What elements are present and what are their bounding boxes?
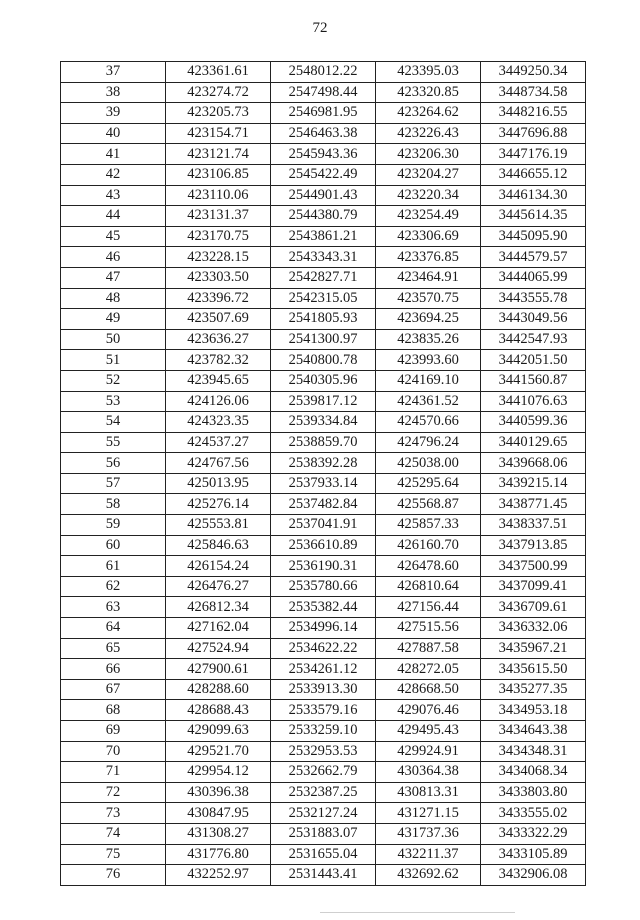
y1-cell: 2544901.43 bbox=[271, 185, 376, 206]
y2-cell: 3444579.57 bbox=[481, 247, 586, 268]
table-row bbox=[61, 556, 586, 577]
table-row bbox=[61, 803, 586, 824]
point-number-cell: 63 bbox=[61, 597, 166, 618]
y1-cell: 2546981.95 bbox=[271, 103, 376, 124]
coordinate-table bbox=[60, 61, 586, 886]
table-row bbox=[61, 618, 586, 639]
y2-cell: 3444065.99 bbox=[481, 267, 586, 288]
point-number-cell: 69 bbox=[61, 721, 166, 742]
point-number-cell: 74 bbox=[61, 823, 166, 844]
y2-cell: 3437500.99 bbox=[481, 556, 586, 577]
x2-cell: 423206.30 bbox=[376, 144, 481, 165]
y1-cell: 2532387.25 bbox=[271, 782, 376, 803]
table-row bbox=[61, 62, 586, 83]
y1-cell: 2534996.14 bbox=[271, 618, 376, 639]
point-number-cell: 62 bbox=[61, 576, 166, 597]
point-number-cell: 51 bbox=[61, 350, 166, 371]
x1-cell: 432252.97 bbox=[166, 865, 271, 886]
point-number-cell: 76 bbox=[61, 865, 166, 886]
point-number-cell: 70 bbox=[61, 741, 166, 762]
table-row bbox=[61, 453, 586, 474]
y2-cell: 3445095.90 bbox=[481, 226, 586, 247]
x1-cell: 425846.63 bbox=[166, 535, 271, 556]
x2-cell: 430813.31 bbox=[376, 782, 481, 803]
y2-cell: 3433803.80 bbox=[481, 782, 586, 803]
y2-cell: 3443049.56 bbox=[481, 309, 586, 330]
y1-cell: 2538392.28 bbox=[271, 453, 376, 474]
x2-cell: 427156.44 bbox=[376, 597, 481, 618]
table-row bbox=[61, 679, 586, 700]
y1-cell: 2539817.12 bbox=[271, 391, 376, 412]
x2-cell: 424361.52 bbox=[376, 391, 481, 412]
x1-cell: 423303.50 bbox=[166, 267, 271, 288]
point-number-cell: 42 bbox=[61, 164, 166, 185]
x1-cell: 428688.43 bbox=[166, 700, 271, 721]
table-row bbox=[61, 391, 586, 412]
y2-cell: 3441560.87 bbox=[481, 370, 586, 391]
y1-cell: 2532953.53 bbox=[271, 741, 376, 762]
y2-cell: 3441076.63 bbox=[481, 391, 586, 412]
x2-cell: 432692.62 bbox=[376, 865, 481, 886]
point-number-cell: 45 bbox=[61, 226, 166, 247]
table-row bbox=[61, 350, 586, 371]
y2-cell: 3434953.18 bbox=[481, 700, 586, 721]
x1-cell: 426812.34 bbox=[166, 597, 271, 618]
y1-cell: 2542827.71 bbox=[271, 267, 376, 288]
point-number-cell: 75 bbox=[61, 844, 166, 865]
point-number-cell: 60 bbox=[61, 535, 166, 556]
table-row bbox=[61, 247, 586, 268]
y2-cell: 3440129.65 bbox=[481, 432, 586, 453]
x1-cell: 425553.81 bbox=[166, 515, 271, 536]
table-row bbox=[61, 535, 586, 556]
y1-cell: 2540305.96 bbox=[271, 370, 376, 391]
y1-cell: 2532127.24 bbox=[271, 803, 376, 824]
x2-cell: 423204.27 bbox=[376, 164, 481, 185]
table-row bbox=[61, 185, 586, 206]
x2-cell: 428272.05 bbox=[376, 659, 481, 680]
y1-cell: 2538859.70 bbox=[271, 432, 376, 453]
x2-cell: 423306.69 bbox=[376, 226, 481, 247]
point-number-cell: 39 bbox=[61, 103, 166, 124]
y1-cell: 2537041.91 bbox=[271, 515, 376, 536]
point-number-cell: 73 bbox=[61, 803, 166, 824]
point-number-cell: 49 bbox=[61, 309, 166, 330]
table-row bbox=[61, 659, 586, 680]
point-number-cell: 65 bbox=[61, 638, 166, 659]
x2-cell: 423220.34 bbox=[376, 185, 481, 206]
table-row bbox=[61, 597, 586, 618]
point-number-cell: 61 bbox=[61, 556, 166, 577]
table-row bbox=[61, 576, 586, 597]
x1-cell: 423228.15 bbox=[166, 247, 271, 268]
x1-cell: 423170.75 bbox=[166, 226, 271, 247]
x2-cell: 430364.38 bbox=[376, 762, 481, 783]
y2-cell: 3440599.36 bbox=[481, 412, 586, 433]
point-number-cell: 59 bbox=[61, 515, 166, 536]
x1-cell: 427900.61 bbox=[166, 659, 271, 680]
y2-cell: 3446655.12 bbox=[481, 164, 586, 185]
x1-cell: 427524.94 bbox=[166, 638, 271, 659]
x2-cell: 431737.36 bbox=[376, 823, 481, 844]
table-row bbox=[61, 741, 586, 762]
scan-edge-line bbox=[320, 912, 515, 913]
y1-cell: 2547498.44 bbox=[271, 82, 376, 103]
table-row bbox=[61, 103, 586, 124]
x1-cell: 423106.85 bbox=[166, 164, 271, 185]
y1-cell: 2545422.49 bbox=[271, 164, 376, 185]
y1-cell: 2535780.66 bbox=[271, 576, 376, 597]
x2-cell: 424796.24 bbox=[376, 432, 481, 453]
x2-cell: 426478.60 bbox=[376, 556, 481, 577]
point-number-cell: 55 bbox=[61, 432, 166, 453]
point-number-cell: 52 bbox=[61, 370, 166, 391]
table-row bbox=[61, 638, 586, 659]
x1-cell: 429099.63 bbox=[166, 721, 271, 742]
x2-cell: 423264.62 bbox=[376, 103, 481, 124]
y2-cell: 3435615.50 bbox=[481, 659, 586, 680]
x2-cell: 428668.50 bbox=[376, 679, 481, 700]
table-row bbox=[61, 844, 586, 865]
table-row bbox=[61, 329, 586, 350]
y1-cell: 2536610.89 bbox=[271, 535, 376, 556]
x2-cell: 425857.33 bbox=[376, 515, 481, 536]
page-number: 72 bbox=[312, 20, 328, 36]
y1-cell: 2537933.14 bbox=[271, 473, 376, 494]
y2-cell: 3439668.06 bbox=[481, 453, 586, 474]
y1-cell: 2531883.07 bbox=[271, 823, 376, 844]
y1-cell: 2543343.31 bbox=[271, 247, 376, 268]
point-number-cell: 50 bbox=[61, 329, 166, 350]
table-row bbox=[61, 82, 586, 103]
table-row bbox=[61, 515, 586, 536]
x1-cell: 430847.95 bbox=[166, 803, 271, 824]
table-row bbox=[61, 309, 586, 330]
table-row bbox=[61, 370, 586, 391]
y1-cell: 2541300.97 bbox=[271, 329, 376, 350]
x1-cell: 431776.80 bbox=[166, 844, 271, 865]
x2-cell: 426160.70 bbox=[376, 535, 481, 556]
x1-cell: 425013.95 bbox=[166, 473, 271, 494]
x1-cell: 423110.06 bbox=[166, 185, 271, 206]
y1-cell: 2534622.22 bbox=[271, 638, 376, 659]
point-number-cell: 56 bbox=[61, 453, 166, 474]
y2-cell: 3442547.93 bbox=[481, 329, 586, 350]
x2-cell: 423835.26 bbox=[376, 329, 481, 350]
x2-cell: 423226.43 bbox=[376, 123, 481, 144]
y1-cell: 2536190.31 bbox=[271, 556, 376, 577]
table-row bbox=[61, 721, 586, 742]
x2-cell: 432211.37 bbox=[376, 844, 481, 865]
x2-cell: 424570.66 bbox=[376, 412, 481, 433]
y1-cell: 2531443.41 bbox=[271, 865, 376, 886]
y2-cell: 3443555.78 bbox=[481, 288, 586, 309]
x1-cell: 423121.74 bbox=[166, 144, 271, 165]
point-number-cell: 47 bbox=[61, 267, 166, 288]
x2-cell: 429076.46 bbox=[376, 700, 481, 721]
x1-cell: 424323.35 bbox=[166, 412, 271, 433]
y2-cell: 3433555.02 bbox=[481, 803, 586, 824]
point-number-cell: 37 bbox=[61, 62, 166, 83]
x1-cell: 423131.37 bbox=[166, 206, 271, 227]
y2-cell: 3434348.31 bbox=[481, 741, 586, 762]
point-number-cell: 38 bbox=[61, 82, 166, 103]
y1-cell: 2542315.05 bbox=[271, 288, 376, 309]
table-row bbox=[61, 206, 586, 227]
table-row bbox=[61, 700, 586, 721]
point-number-cell: 40 bbox=[61, 123, 166, 144]
y1-cell: 2548012.22 bbox=[271, 62, 376, 83]
y1-cell: 2546463.38 bbox=[271, 123, 376, 144]
y2-cell: 3438337.51 bbox=[481, 515, 586, 536]
x2-cell: 425038.00 bbox=[376, 453, 481, 474]
y1-cell: 2540800.78 bbox=[271, 350, 376, 371]
point-number-cell: 54 bbox=[61, 412, 166, 433]
y1-cell: 2533579.16 bbox=[271, 700, 376, 721]
y1-cell: 2541805.93 bbox=[271, 309, 376, 330]
y2-cell: 3436709.61 bbox=[481, 597, 586, 618]
table-row bbox=[61, 494, 586, 515]
x1-cell: 423636.27 bbox=[166, 329, 271, 350]
x2-cell: 425295.64 bbox=[376, 473, 481, 494]
y1-cell: 2532662.79 bbox=[271, 762, 376, 783]
point-number-cell: 58 bbox=[61, 494, 166, 515]
point-number-cell: 72 bbox=[61, 782, 166, 803]
y1-cell: 2533913.30 bbox=[271, 679, 376, 700]
coordinate-table-body bbox=[61, 62, 586, 886]
y2-cell: 3438771.45 bbox=[481, 494, 586, 515]
y1-cell: 2544380.79 bbox=[271, 206, 376, 227]
y2-cell: 3447696.88 bbox=[481, 123, 586, 144]
y2-cell: 3433105.89 bbox=[481, 844, 586, 865]
x1-cell: 428288.60 bbox=[166, 679, 271, 700]
point-number-cell: 53 bbox=[61, 391, 166, 412]
x1-cell: 423274.72 bbox=[166, 82, 271, 103]
y1-cell: 2533259.10 bbox=[271, 721, 376, 742]
point-number-cell: 67 bbox=[61, 679, 166, 700]
y2-cell: 3447176.19 bbox=[481, 144, 586, 165]
x1-cell: 423396.72 bbox=[166, 288, 271, 309]
x2-cell: 426810.64 bbox=[376, 576, 481, 597]
point-number-cell: 48 bbox=[61, 288, 166, 309]
y2-cell: 3434643.38 bbox=[481, 721, 586, 742]
point-number-cell: 64 bbox=[61, 618, 166, 639]
y1-cell: 2537482.84 bbox=[271, 494, 376, 515]
x2-cell: 429924.91 bbox=[376, 741, 481, 762]
y2-cell: 3439215.14 bbox=[481, 473, 586, 494]
x2-cell: 427515.56 bbox=[376, 618, 481, 639]
x2-cell: 423320.85 bbox=[376, 82, 481, 103]
y2-cell: 3437099.41 bbox=[481, 576, 586, 597]
table-row bbox=[61, 865, 586, 886]
point-number-cell: 41 bbox=[61, 144, 166, 165]
y2-cell: 3435967.21 bbox=[481, 638, 586, 659]
y1-cell: 2534261.12 bbox=[271, 659, 376, 680]
point-number-cell: 68 bbox=[61, 700, 166, 721]
table-row bbox=[61, 412, 586, 433]
y2-cell: 3445614.35 bbox=[481, 206, 586, 227]
y2-cell: 3446134.30 bbox=[481, 185, 586, 206]
y2-cell: 3433322.29 bbox=[481, 823, 586, 844]
y1-cell: 2543861.21 bbox=[271, 226, 376, 247]
x2-cell: 423395.03 bbox=[376, 62, 481, 83]
point-number-cell: 66 bbox=[61, 659, 166, 680]
y2-cell: 3434068.34 bbox=[481, 762, 586, 783]
table-row bbox=[61, 823, 586, 844]
y1-cell: 2535382.44 bbox=[271, 597, 376, 618]
x1-cell: 426476.27 bbox=[166, 576, 271, 597]
x2-cell: 427887.58 bbox=[376, 638, 481, 659]
table-row bbox=[61, 782, 586, 803]
table-row bbox=[61, 144, 586, 165]
y2-cell: 3432906.08 bbox=[481, 865, 586, 886]
x1-cell: 429954.12 bbox=[166, 762, 271, 783]
x2-cell: 423464.91 bbox=[376, 267, 481, 288]
point-number-cell: 44 bbox=[61, 206, 166, 227]
point-number-cell: 43 bbox=[61, 185, 166, 206]
x2-cell: 423694.25 bbox=[376, 309, 481, 330]
x1-cell: 424767.56 bbox=[166, 453, 271, 474]
x2-cell: 429495.43 bbox=[376, 721, 481, 742]
x1-cell: 427162.04 bbox=[166, 618, 271, 639]
x2-cell: 423570.75 bbox=[376, 288, 481, 309]
x1-cell: 423945.65 bbox=[166, 370, 271, 391]
table-row bbox=[61, 288, 586, 309]
x1-cell: 426154.24 bbox=[166, 556, 271, 577]
point-number-cell: 57 bbox=[61, 473, 166, 494]
x1-cell: 423361.61 bbox=[166, 62, 271, 83]
table-row bbox=[61, 123, 586, 144]
x1-cell: 423154.71 bbox=[166, 123, 271, 144]
x1-cell: 424537.27 bbox=[166, 432, 271, 453]
y2-cell: 3437913.85 bbox=[481, 535, 586, 556]
x1-cell: 431308.27 bbox=[166, 823, 271, 844]
table-row bbox=[61, 267, 586, 288]
y1-cell: 2545943.36 bbox=[271, 144, 376, 165]
x2-cell: 423376.85 bbox=[376, 247, 481, 268]
point-number-cell: 46 bbox=[61, 247, 166, 268]
y2-cell: 3449250.34 bbox=[481, 62, 586, 83]
table-row bbox=[61, 473, 586, 494]
y2-cell: 3436332.06 bbox=[481, 618, 586, 639]
x2-cell: 424169.10 bbox=[376, 370, 481, 391]
y2-cell: 3448734.58 bbox=[481, 82, 586, 103]
y2-cell: 3448216.55 bbox=[481, 103, 586, 124]
y2-cell: 3442051.50 bbox=[481, 350, 586, 371]
x1-cell: 423782.32 bbox=[166, 350, 271, 371]
x1-cell: 425276.14 bbox=[166, 494, 271, 515]
x2-cell: 431271.15 bbox=[376, 803, 481, 824]
table-row bbox=[61, 762, 586, 783]
table-row bbox=[61, 164, 586, 185]
y1-cell: 2531655.04 bbox=[271, 844, 376, 865]
x1-cell: 430396.38 bbox=[166, 782, 271, 803]
x2-cell: 423254.49 bbox=[376, 206, 481, 227]
y2-cell: 3435277.35 bbox=[481, 679, 586, 700]
x1-cell: 424126.06 bbox=[166, 391, 271, 412]
x1-cell: 429521.70 bbox=[166, 741, 271, 762]
y1-cell: 2539334.84 bbox=[271, 412, 376, 433]
x2-cell: 423993.60 bbox=[376, 350, 481, 371]
x2-cell: 425568.87 bbox=[376, 494, 481, 515]
table-row bbox=[61, 432, 586, 453]
x1-cell: 423205.73 bbox=[166, 103, 271, 124]
x1-cell: 423507.69 bbox=[166, 309, 271, 330]
table-row bbox=[61, 226, 586, 247]
point-number-cell: 71 bbox=[61, 762, 166, 783]
